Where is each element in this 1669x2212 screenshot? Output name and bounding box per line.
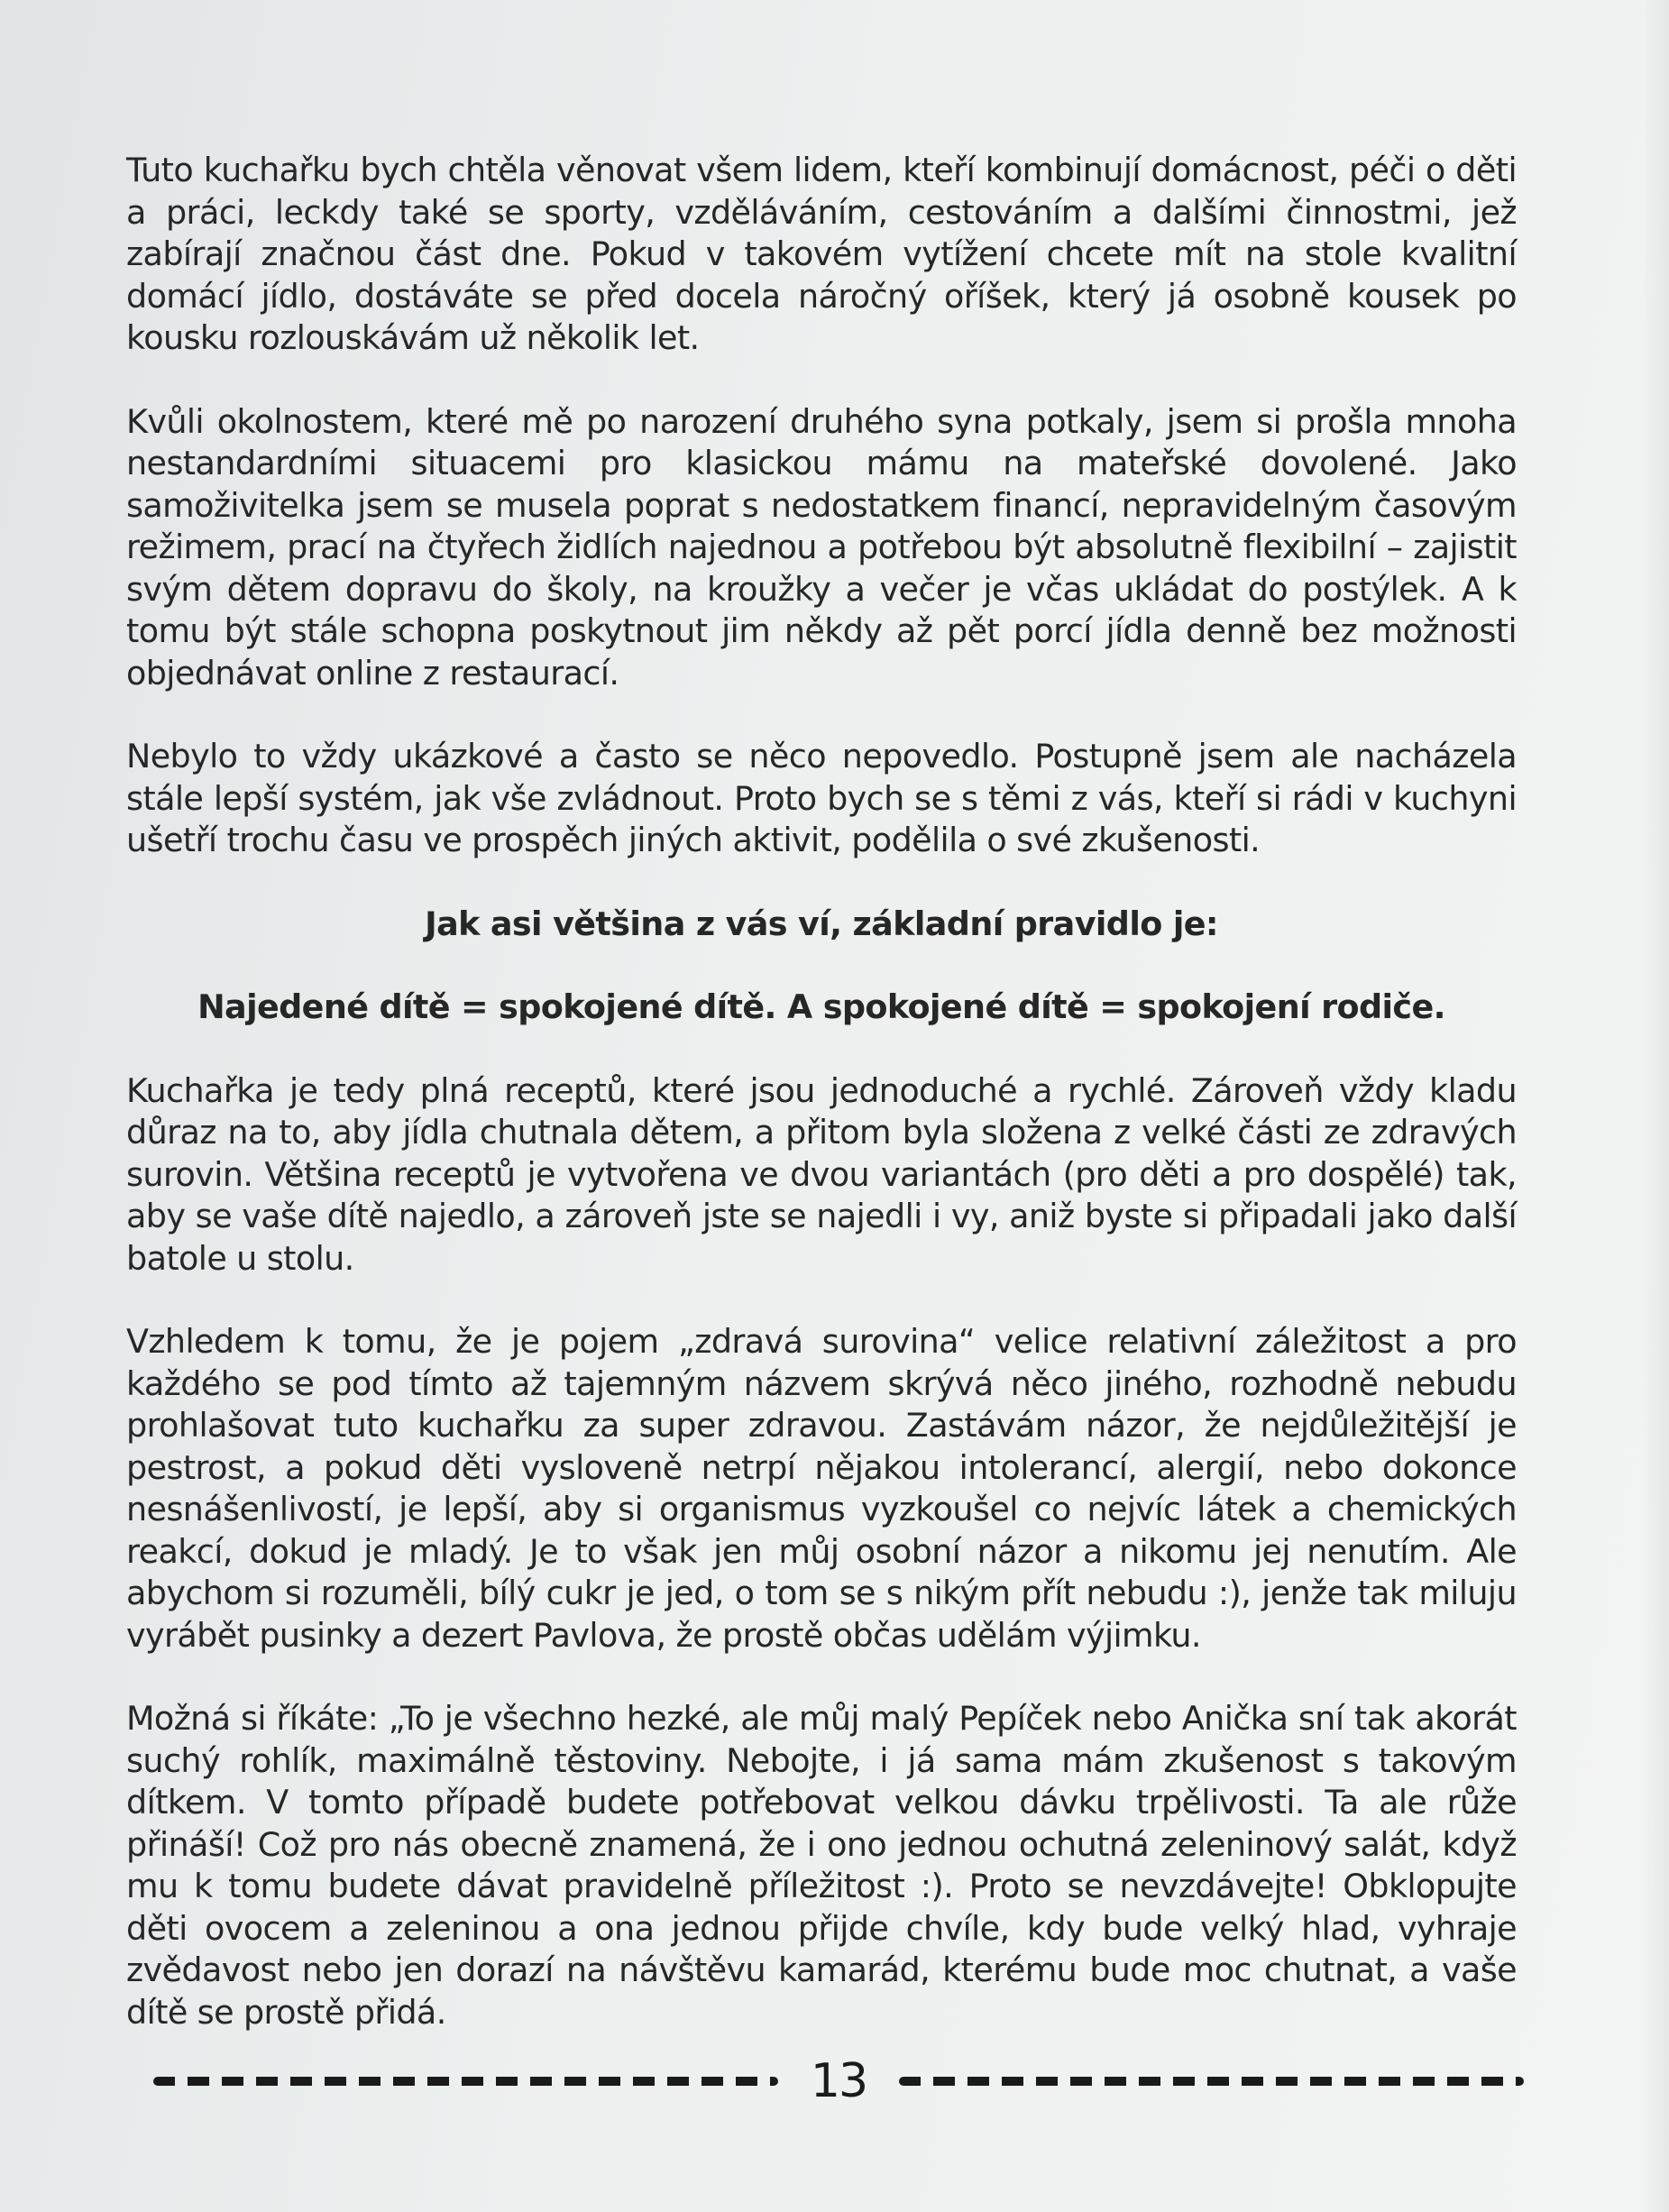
page-number: 13 bbox=[810, 2054, 867, 2108]
paragraph-dedication: Tuto kuchařku bych chtěla věnovat všem lidem, kteří kombinují domácnost, péči o děti a práci, leckdy také se sporty, vzděláváním, cestováním a dalšími činnostmi, jež zabírají značnou část dne. Pokud v takovém vytížení chcete mít na stole kvalitní domácí jídlo, dostáváte se před docela náročný oříšek, který já osobně kousek po kousku rozlouskávám už několik let. bbox=[126, 151, 1517, 357]
paragraph-recipes: Kuchařka je tedy plná receptů, které jsou jednoduché a rychlé. Zároveň vždy kladu důraz na to, aby jídla chutnala dětem, a přitom byla složena z velké části ze zdravých surovin. Většina receptů je vytvořena ve dvou variantách (pro děti a pro dospělé) tak, aby se vaše dítě najedlo, a zároveň jste se najedli i vy, aniž byste si připadali jako další batole u stolu. bbox=[126, 1070, 1517, 1278]
paragraph-healthy: Vzhledem k tomu, že je pojem „zdravá surovina“ velice relativní záležitost a pro každého se pod tímto až tajemným názvem skrývá něco jiného, rozhodně nebudu prohlašovat tuto kuchařku za super zdravou. Zastávám názor, že nejdůležitější je pestrost, a pokud děti vysloveně netrpí nějakou intolerancí, alergií, nebo dokonce nesnášenlivostí, je lepší, aby si organismus vyzkoušel co nejvíc látek a chemických reakcí, dokud je mladý. Je to však jen můj osobní názor a nikomu jej nenutím. Ale abychom si rozuměli, bílý cukr je jed, o tom se s nikým přít nebudu :), jenže tak miluju vyrábět pusinky a dezert Pavlova, že prostě občas udělám výjimku. bbox=[126, 1322, 1517, 1655]
page-content bbox=[126, 150, 1517, 2075]
page-footer bbox=[153, 2054, 1524, 2108]
paragraph-system: Nebylo to vždy ukázkové a často se něco nepovedlo. Postupně jsem ale nacházela stále lepší systém, jak vše zvládnout. Proto bych se s těmi z vás, kteří si rádi v kuchyni ušetří trochu času ve prospěch jiných aktivit, podělila o své zkušenosti. bbox=[126, 737, 1517, 859]
paragraph-picky-eaters: Možná si říkáte: „To je všechno hezké, ale můj malý Pepíček nebo Anička sní tak akorát suchý rohlík, maximálně těstoviny. Nebojte, i já sama mám zkušenost s takovým dítkem. V tomto případě budete potřebovat velkou dávku trpělivosti. Ta ale růže přináší! Což pro nás obecně znamená, že i ono jednou ochutná zeleninový salát, když mu k tomu budete dávat pravidelně příležitost :). Proto se nevzdávejte! Obklopujte děti ovocem a zeleninou a ona jednou přijde chvíle, kdy bude velký hlad, vyhraje zvědavost nebo jen dorazí na návštěvu kamarád, kterému bude moc chutnat, a vaše dítě se prostě přidá. bbox=[126, 1699, 1517, 2032]
rule-intro: Jak asi většina z vás ví, základní pravidlo je: bbox=[425, 904, 1218, 943]
rule-statement: Najedené dítě = spokojené dítě. A spokojené dítě = spokojení rodiče. bbox=[197, 987, 1445, 1026]
paragraph-circumstances: Kvůli okolnostem, které mě po narození druhého syna potkaly, jsem si prošla mnoha nestandardními situacemi pro klasickou mámu na mateřské dovolené. Jako samoživitelka jsem se musela poprat s nedostatkem financí, nepravidelným časovým režimem, prací na čtyřech židlích najednou a potřebou být absolutně flexibilní – zajistit svým dětem dopravu do školy, na kroužky a večer je včas ukládat do postýlek. A k tomu být stále schopna poskytnout jim někdy až pět porcí jídla denně bez možnosti objednávat online z restaurací. bbox=[126, 401, 1517, 693]
dashed-rule-right bbox=[899, 2077, 1524, 2086]
dashed-rule-left bbox=[153, 2077, 778, 2086]
